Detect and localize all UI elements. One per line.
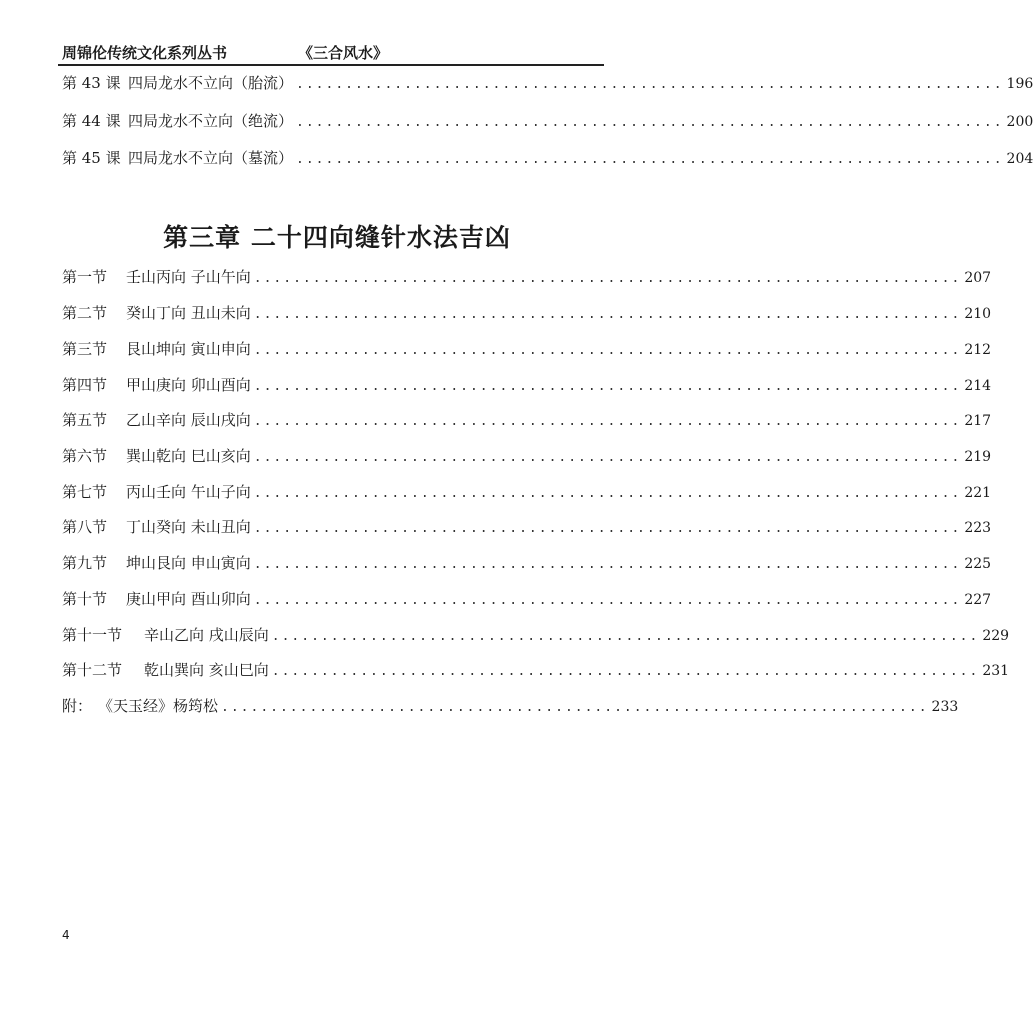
toc-entry-page: 227 <box>964 592 992 608</box>
toc-entry-number: 第 44 课 <box>62 112 121 130</box>
toc-entry-page: 229 <box>982 628 1010 644</box>
chapter-heading: 第三章 二十四向缝针水法吉凶 <box>163 223 511 252</box>
dot-leader: ........................................................................ <box>271 664 980 679</box>
toc-entry-section-3[interactable] <box>62 338 992 360</box>
dot-leader: ........................................................................ <box>271 629 980 644</box>
dot-leader: ........................................................................ <box>253 593 962 608</box>
toc-entry-page: 233 <box>931 699 959 715</box>
toc-entry-section-10[interactable] <box>62 588 992 610</box>
dot-leader: ........................................................................ <box>253 307 962 322</box>
dot-leader: ........................................................................ <box>253 379 962 394</box>
dot-leader: ........................................................................ <box>253 557 962 572</box>
dot-leader: ........................................................................ <box>296 152 1004 167</box>
toc-entry-appendix[interactable] <box>62 695 959 717</box>
dot-leader: ........................................................................ <box>253 521 962 536</box>
toc-entry-lesson-43[interactable] <box>62 72 1033 94</box>
toc-entry-page: 200 <box>1006 114 1033 130</box>
toc-entry-number: 第 45 课 <box>62 149 121 167</box>
dot-leader: ........................................................................ <box>253 486 962 501</box>
toc-entry-title: 乾山巽向 亥山巳向 <box>144 661 269 679</box>
toc-entry-page: 219 <box>964 449 992 465</box>
toc-entry-lesson-44[interactable] <box>62 110 1033 132</box>
page-number: 4 <box>62 928 70 942</box>
toc-entry-title: 坤山艮向 申山寅向 <box>126 554 251 572</box>
toc-entry-page: 210 <box>964 306 992 322</box>
toc-entry-number: 第九节 <box>62 554 108 572</box>
toc-entry-title: 丙山壬向 午山子向 <box>126 483 251 501</box>
toc-entry-title: 《天玉经》杨筠松 <box>98 697 219 715</box>
toc-entry-page: 221 <box>964 485 992 501</box>
toc-entry-page: 225 <box>964 556 992 572</box>
toc-entry-section-11[interactable] <box>62 624 1010 646</box>
toc-entry-title: 甲山庚向 卯山酉向 <box>126 376 251 394</box>
toc-entry-section-12[interactable] <box>62 659 1010 681</box>
toc-entry-number: 第十一节 <box>62 626 123 644</box>
toc-entry-number: 第八节 <box>62 518 108 536</box>
toc-entry-title: 癸山丁向 丑山未向 <box>126 304 251 322</box>
toc-entry-section-5[interactable] <box>62 409 992 431</box>
toc-entry-page: 223 <box>964 520 992 536</box>
toc-entry-page: 217 <box>964 413 992 429</box>
toc-entry-page: 204 <box>1006 151 1033 167</box>
dot-leader: ........................................................................ <box>253 414 962 429</box>
toc-entry-number: 附： <box>62 697 93 715</box>
toc-entry-title: 丁山癸向 未山丑向 <box>126 518 251 536</box>
toc-entry-title: 壬山丙向 子山午向 <box>126 268 251 286</box>
dot-leader: ........................................................................ <box>253 450 962 465</box>
toc-entry-title: 辛山乙向 戌山辰向 <box>144 626 269 644</box>
dot-leader: ........................................................................ <box>253 271 962 286</box>
toc-entry-section-7[interactable] <box>62 481 992 503</box>
toc-entry-section-9[interactable] <box>62 552 992 574</box>
toc-entry-title: 巽山乾向 巳山亥向 <box>126 447 251 465</box>
toc-entry-page: 214 <box>964 378 992 394</box>
toc-entry-number: 第六节 <box>62 447 108 465</box>
dot-leader: ........................................................................ <box>253 343 962 358</box>
toc-entry-lesson-45[interactable] <box>62 147 1033 169</box>
toc-entry-section-4[interactable] <box>62 374 992 396</box>
toc-entry-title: 四局龙水不立向（墓流） <box>128 149 294 167</box>
toc-entry-number: 第十二节 <box>62 661 123 679</box>
toc-entry-number: 第二节 <box>62 304 108 322</box>
toc-entry-page: 231 <box>982 663 1010 679</box>
series-title: 周锦伦传统文化系列丛书 <box>62 44 228 62</box>
dot-leader: ........................................................................ <box>296 77 1004 92</box>
toc-entry-number: 第四节 <box>62 376 108 394</box>
toc-entry-title: 四局龙水不立向（胎流） <box>128 74 294 92</box>
toc-entry-section-8[interactable] <box>62 516 992 538</box>
toc-entry-section-1[interactable] <box>62 266 992 288</box>
toc-entry-page: 196 <box>1006 76 1033 92</box>
dot-leader: ........................................................................ <box>221 700 929 715</box>
toc-entry-number: 第七节 <box>62 483 108 501</box>
toc-entry-number: 第 43 课 <box>62 74 121 92</box>
toc-entry-page: 207 <box>964 270 992 286</box>
toc-entry-title: 四局龙水不立向（绝流） <box>128 112 294 130</box>
toc-entry-page: 212 <box>964 342 992 358</box>
toc-entry-title: 乙山辛向 辰山戌向 <box>126 411 251 429</box>
toc-entry-number: 第三节 <box>62 340 108 358</box>
toc-entry-number: 第五节 <box>62 411 108 429</box>
toc-entry-number: 第十节 <box>62 590 108 608</box>
toc-entry-title: 庚山甲向 酉山卯向 <box>126 590 251 608</box>
toc-entry-section-2[interactable] <box>62 302 992 324</box>
toc-entry-title: 艮山坤向 寅山申向 <box>126 340 251 358</box>
book-title: 《三合风水》 <box>298 44 389 62</box>
running-header <box>58 38 604 66</box>
toc-entry-number: 第一节 <box>62 268 108 286</box>
dot-leader: ........................................................................ <box>296 115 1004 130</box>
toc-entry-section-6[interactable] <box>62 445 992 467</box>
